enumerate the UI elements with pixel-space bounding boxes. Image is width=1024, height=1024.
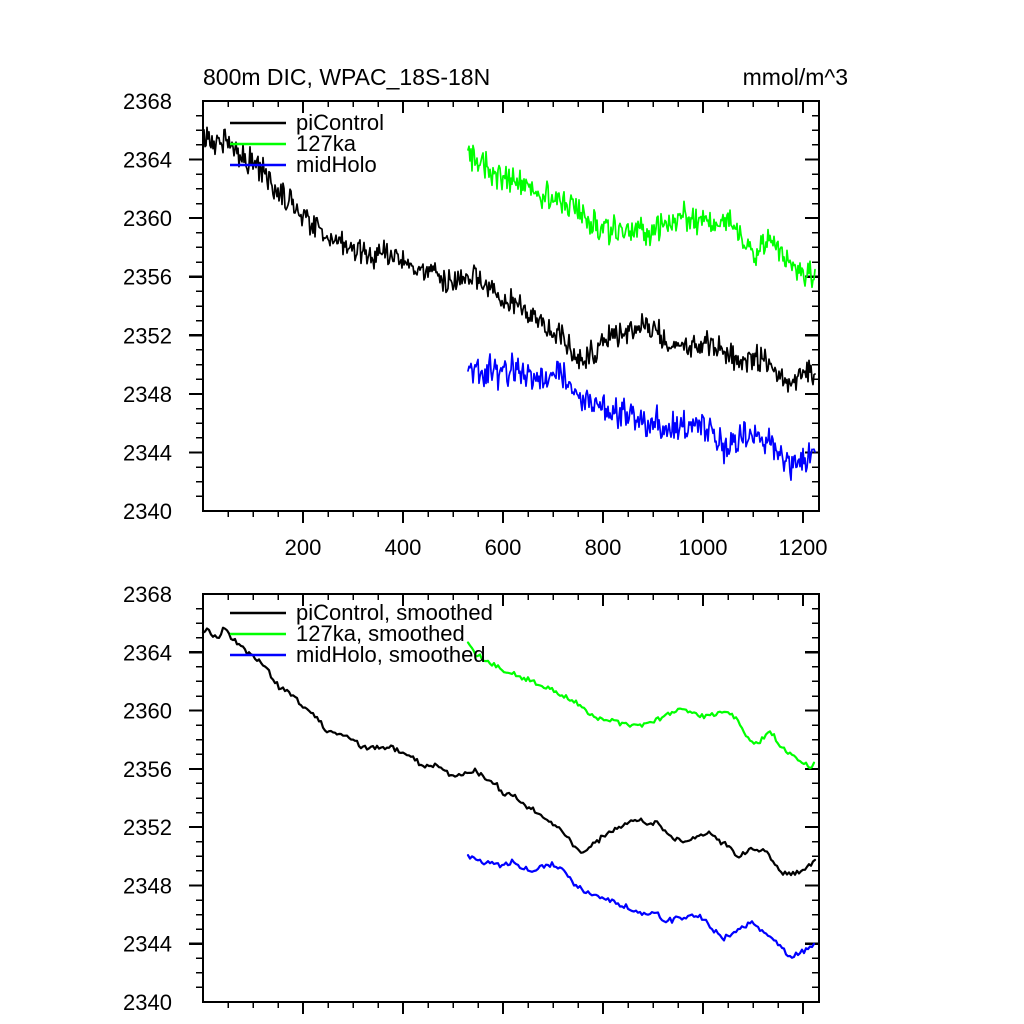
- y-tick-label: 2344: [123, 440, 172, 466]
- y-tick-label: 2356: [123, 264, 172, 290]
- panel1-units-label: mmol/m^3: [742, 64, 848, 90]
- x-tick-label: 600: [484, 535, 522, 560]
- y-tick-label: 2368: [123, 89, 172, 114]
- y-tick-label: 2348: [123, 381, 172, 407]
- y-tick-label: 2364: [123, 640, 172, 666]
- y-tick-label: 2360: [123, 206, 172, 232]
- x-tick-label: 200: [284, 535, 322, 560]
- y-tick-label: 2352: [123, 815, 172, 841]
- series-piControl-line: [203, 127, 815, 392]
- panel2-legend: [230, 600, 493, 667]
- y-tick-label: 2360: [123, 698, 172, 724]
- y-tick-label: 2356: [123, 756, 172, 782]
- chart-generated-layer: [123, 89, 827, 1015]
- series-piControl-smoothed-line: [203, 628, 815, 875]
- y-tick-label: 2344: [123, 931, 172, 957]
- legend-label-piControl: piControl: [296, 110, 385, 135]
- series-midHolo-line: [468, 353, 815, 480]
- legend-label-127ka: 127ka: [296, 131, 356, 156]
- x-tick-label: 1000: [678, 535, 728, 560]
- series-127ka-line: [468, 146, 815, 288]
- panel1-title: 800m DIC, WPAC_18S-18N: [203, 64, 491, 90]
- y-tick-label: 2348: [123, 873, 172, 899]
- legend-label-piControl-smoothed: piControl, smoothed: [296, 600, 493, 625]
- x-tick-label: 1200: [778, 535, 828, 560]
- y-tick-label: 2364: [123, 147, 172, 173]
- series-127ka-smoothed-line: [468, 643, 814, 769]
- y-tick-label: 2368: [123, 582, 172, 607]
- x-tick-label: 400: [384, 535, 422, 560]
- legend-label-midHolo-smoothed: midHolo, smoothed: [296, 642, 486, 667]
- y-tick-label: 2340: [123, 990, 172, 1015]
- series-midHolo-smoothed-line: [468, 855, 814, 958]
- y-tick-label: 2340: [123, 499, 172, 524]
- legend-label-127ka-smoothed: 127ka, smoothed: [296, 621, 465, 646]
- x-tick-label: 800: [584, 535, 622, 560]
- legend-label-midHolo: midHolo: [296, 152, 377, 177]
- y-tick-label: 2352: [123, 323, 172, 349]
